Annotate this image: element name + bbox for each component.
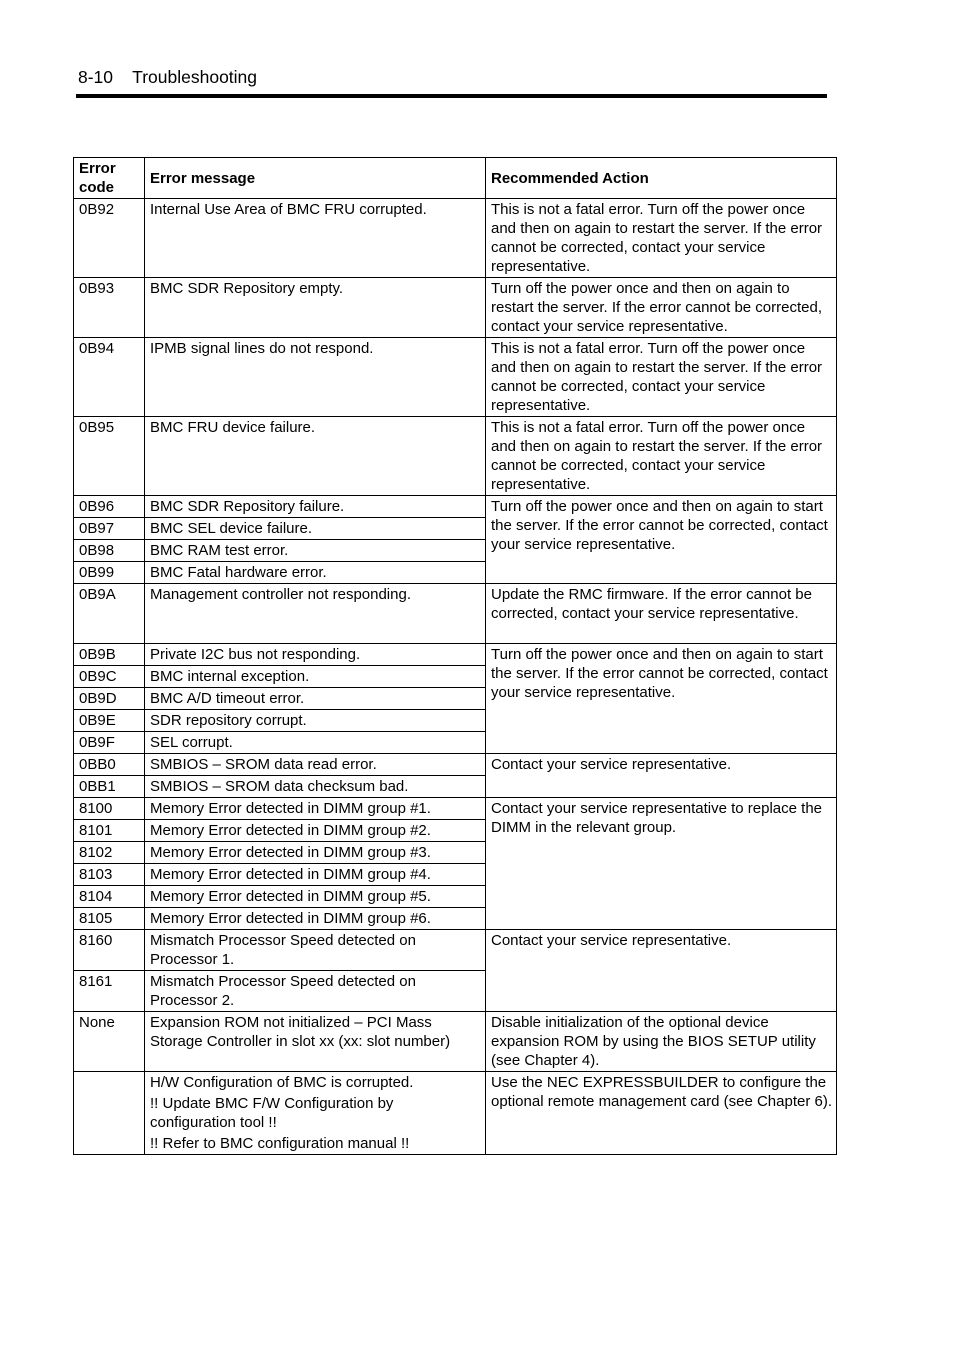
- table-header-row: [74, 158, 837, 199]
- error-message-cell: Memory Error detected in DIMM group #4.: [145, 864, 486, 886]
- error-code-cell: 8100: [74, 798, 145, 820]
- error-message-cell: BMC A/D timeout error.: [145, 688, 486, 710]
- error-code-cell: 0B9F: [74, 732, 145, 754]
- table-row: [74, 1072, 837, 1155]
- error-message-line: !! Refer to BMC configuration manual !!: [150, 1135, 410, 1152]
- recommended-action-cell: Contact your service representative to replace the DIMM in the relevant group.: [486, 798, 837, 930]
- error-message-cell: Mismatch Processor Speed detected on Processor 1.: [145, 930, 486, 971]
- error-message-cell: IPMB signal lines do not respond.: [145, 338, 486, 417]
- recommended-action-cell: Turn off the power once and then on again to start the server. If the error cannot be corrected, contact your service representative.: [486, 644, 837, 754]
- recommended-action-cell: Turn off the power once and then on again to restart the server. If the error cannot be corrected, contact your service representative.: [486, 278, 837, 338]
- error-code-cell: 8101: [74, 820, 145, 842]
- section-title: Troubleshooting: [132, 67, 258, 87]
- page-header: [78, 66, 257, 88]
- error-code-cell: [74, 1072, 145, 1155]
- error-code-cell: 0B99: [74, 562, 145, 584]
- error-message-cell: Expansion ROM not initialized – PCI Mass Storage Controller in slot xx (xx: slot number): [145, 1012, 486, 1072]
- error-message-cell: BMC SEL device failure.: [145, 518, 486, 540]
- error-code-cell: 0B98: [74, 540, 145, 562]
- recommended-action-cell: Turn off the power once and then on again to start the server. If the error cannot be corrected, contact your service representative.: [486, 496, 837, 584]
- recommended-action-cell: This is not a fatal error. Turn off the power once and then on again to restart the server. If the error cannot be corrected, contact your service representative.: [486, 199, 837, 278]
- error-code-cell: None: [74, 1012, 145, 1072]
- error-message-cell: Memory Error detected in DIMM group #5.: [145, 886, 486, 908]
- error-code-cell: 0B9C: [74, 666, 145, 688]
- recommended-action-cell: Contact your service representative.: [486, 754, 837, 798]
- error-code-cell: 8105: [74, 908, 145, 930]
- error-message-cell: BMC internal exception.: [145, 666, 486, 688]
- error-message-line: !! Update BMC F/W Configuration by configuration tool !!: [150, 1095, 394, 1131]
- recommended-action-cell: Use the NEC EXPRESSBUILDER to configure the optional remote management card (see Chapter 6).: [486, 1072, 837, 1155]
- recommended-action-cell: Disable initialization of the optional device expansion ROM by using the BIOS SETUP utility (see Chapter 4).: [486, 1012, 837, 1072]
- error-message-cell: Memory Error detected in DIMM group #6.: [145, 908, 486, 930]
- error-code-cell: 0B96: [74, 496, 145, 518]
- recommended-action-cell: Update the RMC firmware. If the error cannot be corrected, contact your service representative.: [486, 584, 837, 644]
- table-row: [74, 1012, 837, 1072]
- error-message-cell: Memory Error detected in DIMM group #3.: [145, 842, 486, 864]
- error-message-cell: SEL corrupt.: [145, 732, 486, 754]
- error-code-cell: 0BB1: [74, 776, 145, 798]
- error-message-cell: BMC Fatal hardware error.: [145, 562, 486, 584]
- table-row: [74, 278, 837, 338]
- table-row: [74, 338, 837, 417]
- error-code-cell: 0BB0: [74, 754, 145, 776]
- table-row: [74, 199, 837, 278]
- error-code-cell: 0B9E: [74, 710, 145, 732]
- error-message-cell: BMC RAM test error.: [145, 540, 486, 562]
- error-message-cell: Mismatch Processor Speed detected on Processor 2.: [145, 971, 486, 1012]
- error-code-cell: 0B9A: [74, 584, 145, 644]
- error-code-cell: 0B93: [74, 278, 145, 338]
- recommended-action-cell: This is not a fatal error. Turn off the power once and then on again to restart the server. If the error cannot be corrected, contact your service representative.: [486, 417, 837, 496]
- error-message-cell: BMC FRU device failure.: [145, 417, 486, 496]
- error-message-cell: Private I2C bus not responding.: [145, 644, 486, 666]
- table-row: [74, 930, 837, 971]
- error-message-cell: SDR repository corrupt.: [145, 710, 486, 732]
- error-code-cell: 0B97: [74, 518, 145, 540]
- error-code-cell: 0B95: [74, 417, 145, 496]
- error-code-cell: 8102: [74, 842, 145, 864]
- error-message-cell: Memory Error detected in DIMM group #2.: [145, 820, 486, 842]
- error-message-cell: [145, 1072, 486, 1155]
- table-row: [74, 584, 837, 644]
- error-message-cell: BMC SDR Repository failure.: [145, 496, 486, 518]
- error-code-cell: 0B9B: [74, 644, 145, 666]
- error-code-cell: 0B92: [74, 199, 145, 278]
- error-code-cell: 8160: [74, 930, 145, 971]
- error-message-cell: Internal Use Area of BMC FRU corrupted.: [145, 199, 486, 278]
- error-message-line: H/W Configuration of BMC is corrupted.: [150, 1074, 414, 1091]
- error-message-cell: SMBIOS – SROM data read error.: [145, 754, 486, 776]
- column-header-error-code: Error code: [74, 158, 145, 199]
- column-header-error-message: Error message: [145, 158, 486, 199]
- error-code-cell: 8103: [74, 864, 145, 886]
- error-message-cell: BMC SDR Repository empty.: [145, 278, 486, 338]
- error-code-cell: 8161: [74, 971, 145, 1012]
- header-rule: [76, 94, 827, 98]
- recommended-action-cell: Contact your service representative.: [486, 930, 837, 1012]
- table-row: [74, 417, 837, 496]
- recommended-action-cell: This is not a fatal error. Turn off the power once and then on again to restart the server. If the error cannot be corrected, contact your service representative.: [486, 338, 837, 417]
- table-row: [74, 644, 837, 666]
- error-message-cell: Memory Error detected in DIMM group #1.: [145, 798, 486, 820]
- column-header-recommended-action: Recommended Action: [486, 158, 837, 199]
- error-code-cell: 8104: [74, 886, 145, 908]
- table-row: [74, 496, 837, 518]
- error-code-table: [73, 157, 837, 1155]
- error-message-cell: SMBIOS – SROM data checksum bad.: [145, 776, 486, 798]
- table-row: [74, 754, 837, 776]
- page-number: 8-10: [78, 67, 114, 87]
- error-code-cell: 0B9D: [74, 688, 145, 710]
- table-row: [74, 798, 837, 820]
- error-code-cell: 0B94: [74, 338, 145, 417]
- error-message-cell: Management controller not responding.: [145, 584, 486, 644]
- table-body: [74, 199, 837, 1155]
